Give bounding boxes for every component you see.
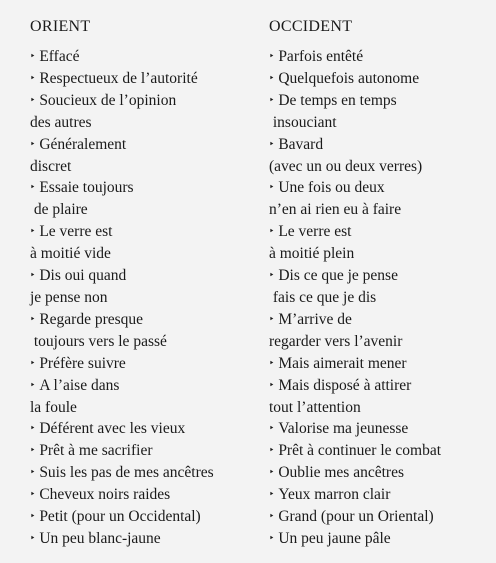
list-item-line (30, 484, 260, 506)
list-item-line (269, 156, 494, 178)
list-item (30, 418, 260, 440)
list-item-line (269, 221, 494, 243)
list-item (269, 221, 494, 265)
list-item-text: Regarde presque (39, 310, 144, 328)
list-item-text: Respectueux de l’autorité (39, 69, 198, 87)
list-item-text: Oublie mes ancêtres (278, 464, 404, 482)
list-item (269, 353, 494, 375)
list-item-line (269, 199, 494, 221)
list-item-text: à moitié vide (30, 245, 111, 263)
bullet-icon: ‣ (269, 511, 275, 522)
list-item (269, 484, 494, 506)
list-item (269, 134, 494, 178)
list-item-line (30, 156, 260, 178)
list-item (30, 528, 260, 550)
list-item (30, 46, 260, 68)
list-item-line (30, 177, 260, 199)
list-item-text: Suis les pas de mes ancêtres (39, 464, 214, 482)
list-item-text: n’en ai rien eu à faire (269, 201, 402, 219)
list-item (30, 440, 260, 462)
list-item-text: Soucieux de l’opinion (39, 91, 177, 109)
bullet-icon: ‣ (269, 94, 275, 105)
list-item (269, 375, 494, 419)
list-item (269, 309, 494, 353)
list-item-text: Petit (pour un Occidental) (39, 508, 201, 526)
list-item (30, 134, 260, 178)
list-item-line (30, 265, 260, 287)
list-item (269, 46, 494, 68)
list-item-line (269, 243, 494, 265)
bullet-icon: ‣ (30, 467, 36, 478)
list-item-line (269, 440, 494, 462)
bullet-icon: ‣ (30, 532, 36, 543)
bullet-icon: ‣ (30, 489, 36, 500)
list-item-text: Prêt à me sacrifier (39, 442, 153, 460)
list-item-text: insouciant (269, 113, 337, 131)
list-item (30, 221, 260, 265)
bullet-icon: ‣ (269, 138, 275, 149)
list-item (30, 68, 260, 90)
list-item-line (30, 46, 260, 68)
list-item-text: toujours vers le passé (30, 332, 167, 350)
list-item-text: Prêt à continuer le combat (278, 442, 442, 460)
list-item-line (269, 331, 494, 353)
list-item-line (30, 68, 260, 90)
list-item-line (269, 68, 494, 90)
bullet-icon: ‣ (30, 423, 36, 434)
bullet-icon: ‣ (269, 72, 275, 83)
bullet-icon: ‣ (30, 445, 36, 456)
list-item-line (269, 375, 494, 397)
bullet-icon: ‣ (269, 379, 275, 390)
list-item (269, 440, 494, 462)
list-item-line (269, 90, 494, 112)
list-item-line (30, 528, 260, 550)
list-item-line (269, 309, 494, 331)
list-item-text: je pense non (30, 288, 108, 306)
list-item-text: Quelquefois autonome (278, 69, 420, 87)
list-item (30, 484, 260, 506)
bullet-icon: ‣ (30, 270, 36, 281)
list-item-line (30, 375, 260, 397)
bullet-icon: ‣ (30, 72, 36, 83)
bullet-icon: ‣ (269, 270, 275, 281)
list-item-line (30, 112, 260, 134)
list-item-line (30, 199, 260, 221)
list-item-text: Dis oui quand (39, 267, 127, 285)
list-item-line (30, 353, 260, 375)
list-item-text: A l’aise dans (39, 376, 120, 394)
list-item-line (30, 462, 260, 484)
list-item (269, 462, 494, 484)
list-item-line (30, 90, 260, 112)
list-item-text: Valorise ma jeunesse (278, 420, 409, 438)
list-item-text: De temps en temps (278, 91, 397, 109)
list-item-text: Mais aimerait mener (278, 354, 407, 372)
list-item-line (30, 134, 260, 156)
list-item-text: Essaie toujours (39, 179, 134, 197)
bullet-icon: ‣ (30, 226, 36, 237)
list-item-text: Une fois ou deux (278, 179, 385, 197)
occident-list (269, 46, 494, 550)
list-item-text: Parfois entêté (278, 48, 364, 65)
list-item-text: Effacé (39, 48, 80, 65)
list-item-text: (avec un ou deux verres) (269, 157, 423, 175)
list-item-text: Le verre est (39, 223, 113, 241)
list-item (30, 462, 260, 484)
list-item (30, 177, 260, 221)
list-item-text: Un peu blanc-jaune (39, 529, 161, 547)
list-item (269, 265, 494, 309)
list-item-line (269, 134, 494, 156)
bullet-icon: ‣ (30, 379, 36, 390)
bullet-icon: ‣ (30, 138, 36, 149)
list-item-line (30, 243, 260, 265)
orient-column (30, 16, 260, 550)
bullet-icon: ‣ (269, 489, 275, 500)
list-item-line (30, 331, 260, 353)
list-item-text: Cheveux noirs raides (39, 486, 171, 504)
list-item-text: Bavard (278, 135, 324, 153)
list-item-line (269, 287, 494, 309)
list-item-line (30, 287, 260, 309)
list-item (30, 375, 260, 419)
list-item (30, 90, 260, 134)
list-item-line (269, 177, 494, 199)
list-item (269, 68, 494, 90)
bullet-icon: ‣ (269, 357, 275, 368)
list-item-text: à moitié plein (269, 245, 355, 263)
list-item-text: fais ce que je dis (269, 288, 377, 306)
bullet-icon: ‣ (30, 182, 36, 193)
list-item (269, 90, 494, 134)
list-item-text: de plaire (30, 201, 88, 219)
bullet-icon: ‣ (269, 467, 275, 478)
bullet-icon: ‣ (269, 51, 275, 61)
list-item (30, 506, 260, 528)
list-item-text: la foule (30, 398, 77, 416)
bullet-icon: ‣ (30, 94, 36, 105)
occident-header: OCCIDENT (269, 18, 353, 35)
bullet-icon: ‣ (30, 511, 36, 522)
bullet-icon: ‣ (269, 226, 275, 237)
list-item-line (269, 528, 494, 550)
list-item-text: regarder vers l’avenir (269, 332, 403, 350)
list-item (269, 418, 494, 440)
list-item-text: Grand (pour un Oriental) (278, 508, 434, 526)
bullet-icon: ‣ (269, 313, 275, 324)
list-item-line (30, 397, 260, 419)
list-item-text: Mais disposé à attirer (278, 376, 412, 394)
list-item-line (269, 353, 494, 375)
bullet-icon: ‣ (30, 313, 36, 324)
bullet-icon: ‣ (269, 423, 275, 434)
list-item-text: M’arrive de (278, 310, 352, 328)
list-item-line (30, 506, 260, 528)
list-item-line (269, 265, 494, 287)
list-item-line (30, 221, 260, 243)
list-item-line (269, 484, 494, 506)
bullet-icon: ‣ (269, 445, 275, 456)
list-item-text: Déférent avec les vieux (39, 420, 186, 438)
list-item-line (269, 46, 494, 68)
list-item-line (269, 462, 494, 484)
list-item-line (269, 112, 494, 134)
bullet-icon: ‣ (30, 357, 36, 368)
list-item-line (30, 309, 260, 331)
bullet-icon: ‣ (30, 51, 36, 61)
list-item (30, 353, 260, 375)
list-item-text: des autres (30, 113, 92, 131)
list-item-line (30, 440, 260, 462)
list-item-text: Dis ce que je pense (278, 267, 398, 285)
list-item (30, 265, 260, 309)
bullet-icon: ‣ (269, 532, 275, 543)
list-item-line (269, 506, 494, 528)
list-item-text: tout l’attention (269, 398, 361, 416)
list-item (30, 309, 260, 353)
list-item-text: Yeux marron clair (278, 486, 391, 504)
occident-column (269, 16, 494, 550)
bullet-icon: ‣ (269, 182, 275, 193)
list-item (269, 177, 494, 221)
list-item (269, 506, 494, 528)
list-item-text: Généralement (39, 135, 127, 153)
orient-header: ORIENT (30, 18, 91, 35)
list-item-line (269, 397, 494, 419)
list-item-line (30, 418, 260, 440)
list-item-text: Préfère suivre (39, 354, 126, 372)
list-item-text: discret (30, 157, 72, 175)
orient-list (30, 46, 260, 550)
list-item-line (269, 418, 494, 440)
list-item-text: Le verre est (278, 223, 352, 241)
list-item (269, 528, 494, 550)
list-item-text: Un peu jaune pâle (278, 529, 391, 547)
